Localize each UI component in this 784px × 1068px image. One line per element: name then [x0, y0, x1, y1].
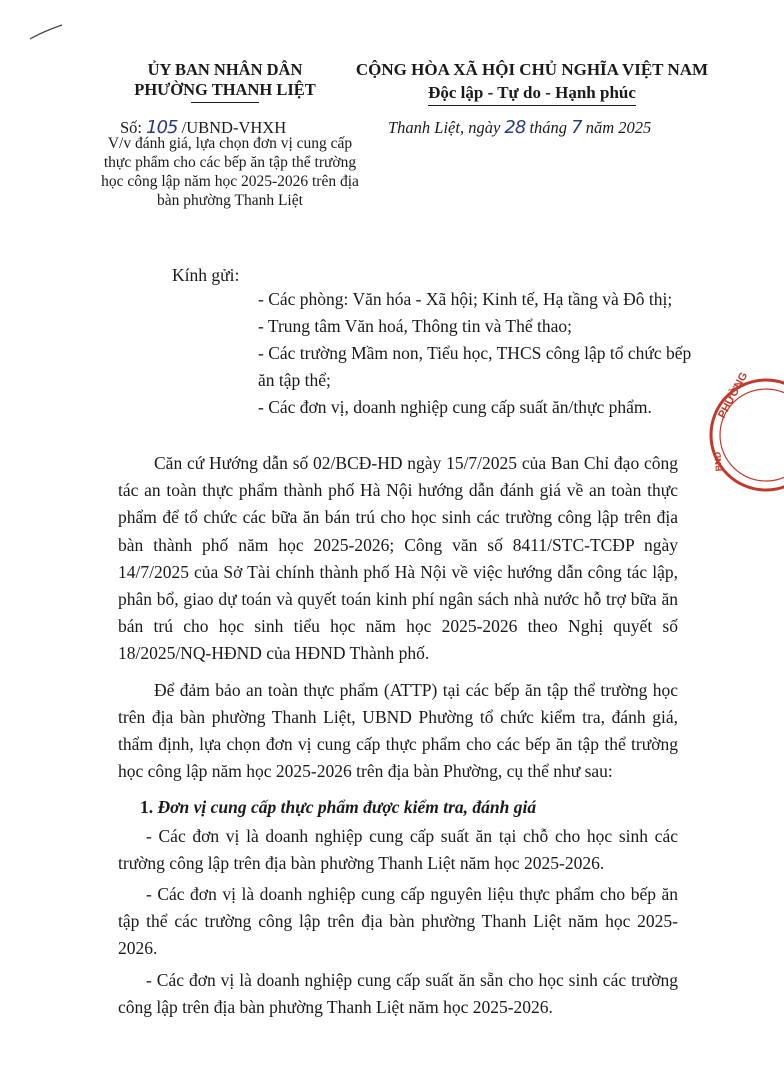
national-motto: Độc lập - Tự do - Hạnh phúc [428, 81, 636, 106]
section-title: Đơn vị cung cấp thực phẩm được kiểm tra, đánh giá [153, 797, 537, 818]
section-list-item: - Các đơn vị là doanh nghiệp cung cấp suất ăn sẵn cho học sinh các trường công lập trên địa bàn phường Thanh Liệt năm học 2025-2026. [118, 969, 678, 1017]
date-day-handwritten: 28 [504, 117, 526, 138]
body-paragraph: Để đảm bảo an toàn thực phẩm (ATTP) tại các bếp ăn tập thể trường học trên địa bàn phường Thanh Liệt, UBND Phường tổ chức kiểm tra, đánh giá, thẩm định, lựa chọn đơn vị cung cấp thực phẩm cho các bếp ăn tập thể trường học công lập năm học 2025-2026 trên địa bàn Phường, cụ thể như sau: [118, 679, 678, 782]
recipient-item: - Trung tâm Văn hoá, Thông tin và Thể thao; [258, 316, 573, 336]
authority-line-1: ỦY BAN NHÂN DÂN [147, 60, 303, 79]
date-month-handwritten: 7 [571, 117, 582, 138]
pen-stroke-mark [28, 22, 64, 42]
document-number-prefix: Số: [120, 118, 147, 137]
recipient-item: - Các trường Mầm non, Tiểu học, THCS công lập tổ chức bếp ăn tập thể; [258, 343, 692, 390]
section-number: 1. [140, 797, 154, 818]
document-subject: V/v đánh giá, lựa chọn đơn vị cung cấp thực phẩm cho các bếp ăn tập thể trường học công lập năm học 2025-2026 trên địa bàn phường Thanh Liệt [101, 135, 359, 209]
document-body [118, 450, 678, 1025]
section-list-item: - Các đơn vị là doanh nghiệp cung cấp nguyên liệu thực phẩm cho bếp ăn tập thể các trường công lập trên địa bàn phường Thanh Liệt năm học 2025-2026. [118, 884, 678, 959]
month-label: tháng [525, 118, 572, 137]
svg-text:PHƯỜNG: PHƯỜNG [716, 370, 751, 421]
place-label: Thanh Liệt, ngày [388, 118, 505, 137]
recipient-item: - Các đơn vị, doanh nghiệp cung cấp suất ăn/thực phẩm. [258, 397, 652, 417]
recipient-list [258, 286, 698, 421]
place-and-date [388, 117, 651, 138]
national-title: CỘNG HÒA XÃ HỘI CHỦ NGHĨA VIỆT NAM [355, 60, 709, 79]
body-paragraph: Căn cứ Hướng dẫn số 02/BCĐ-HD ngày 15/7/2025 của Ban Chỉ đạo công tác an toàn thực phẩm thành phố Hà Nội hướng dẫn đánh giá về an toàn thực phẩm để tổ chức các bữa ăn bán trú cho học sinh các trường công lập trên địa bàn thành phố năm học 2025-2026; Công văn số 8411/STC-TCĐP ngày 14/7/2025 của Sở Tài chính thành phố Hà Nội về việc hướng dẫn công tác lập, phân bổ, giao dự toán và quyết toán kinh phí ngân sách nhà nước hỗ trợ bữa ăn bán trú cho học sinh tiểu học năm học 2025-2026 theo Nghị quyết số 18/2025/NQ-HĐND của HĐND Thành phố. [118, 453, 678, 664]
section-heading [140, 794, 678, 821]
issuing-authority-header [105, 60, 345, 103]
authority-underline [191, 102, 259, 103]
year-label: năm 2025 [581, 118, 652, 137]
document-number-handwritten: 105 [146, 117, 178, 138]
svg-text:BND: BND [712, 451, 724, 472]
recipient-item: - Các phòng: Văn hóa - Xã hội; Kinh tế, Hạ tầng và Đô thị; [258, 289, 673, 309]
national-header [352, 58, 712, 106]
salutation: Kính gửi: [172, 265, 240, 285]
document-number-suffix: /UBND-VHXH [177, 118, 287, 137]
official-seal-stamp [704, 370, 784, 495]
section-list-item: - Các đơn vị là doanh nghiệp cung cấp suất ăn tại chỗ cho học sinh các trường công lập trên địa bàn phường Thanh Liệt năm học 2025-2026. [118, 825, 678, 873]
authority-line-2: PHƯỜNG THANH LIỆT [134, 80, 316, 99]
